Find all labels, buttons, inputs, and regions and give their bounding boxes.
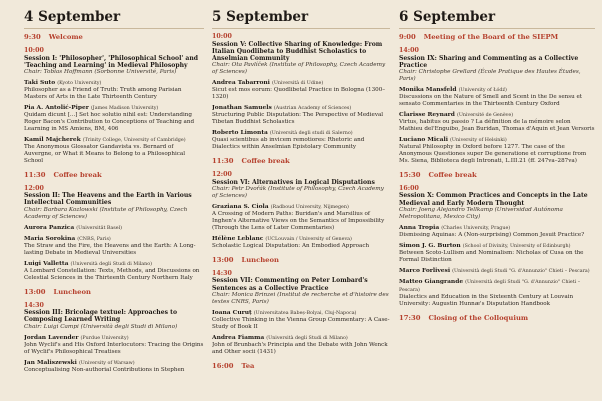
speaker-affiliation: (UCLouvain / University of Geneva): [265, 236, 352, 242]
talk-item: [212, 79, 390, 101]
session-title: Session III: Bricolage textuel: Approaches to Composing Learned Writing: [24, 309, 178, 324]
speaker-line: [212, 129, 390, 137]
session-title: Session II: The Heavens and the Earth in Various Intellectual Communities: [24, 192, 192, 207]
speaker-affiliation: (Universität Basel): [76, 225, 122, 231]
speaker-affiliation: (Università degli Studi di Milano): [266, 335, 348, 341]
time-label: 14:00: [399, 47, 419, 54]
speaker-affiliation: (Université de Genève): [456, 113, 514, 118]
speaker-line: [212, 334, 390, 342]
speaker-affiliation: (Università degli Studi "G. d'Annunzio" Chieti – Pescara): [399, 279, 581, 293]
speaker-name: Jordan Lavender: [24, 333, 79, 341]
speaker-line: [399, 242, 595, 250]
talk-title: Philosopher as a Friend of Truth: Truth among Parisian Masters of Arts in the Late Thirteenth Century: [24, 87, 182, 101]
talk-item: [24, 334, 204, 356]
schedule-line: [212, 157, 390, 165]
speaker-name: Pia A. Antolić-Piper: [24, 104, 89, 111]
time-label: 11:30: [24, 170, 46, 179]
talk-item: [399, 136, 595, 165]
speaker-name: Jan Maliszewski: [24, 358, 77, 366]
schedule-line: [24, 33, 204, 41]
talk-item: [212, 334, 390, 356]
talk-title: Dismissing Aquinas: A (Non-surprising) Common Jesuit Practice?: [399, 231, 585, 238]
talk-item: [24, 260, 204, 282]
talk-item: [399, 278, 595, 308]
talk-item: [399, 111, 595, 133]
time-label: 14:30: [24, 301, 44, 309]
schedule-item: [212, 157, 390, 165]
speaker-line: [24, 224, 204, 232]
speaker-line: [399, 86, 595, 94]
speaker-affiliation: (Università degli studi di Salerno): [269, 131, 353, 137]
time-label: 14:30: [212, 269, 232, 277]
session-chair: Chair: Joeng Alejandro Tellkamp (Universidad Autónoma Metropolitana, Mexico City): [399, 206, 563, 220]
talk-item: [212, 104, 390, 126]
speaker-affiliation: (Purdue University): [80, 335, 129, 341]
schedule-item: [399, 314, 595, 322]
speaker-line: [24, 235, 204, 243]
schedule-item: [399, 33, 595, 41]
session-chair: Chair: Petr Dvořák (Institute of Philosophy, Czech Academy of Sciences): [212, 185, 384, 199]
session-block: [212, 33, 390, 151]
talk-title: A Lombard Constellation: Texts, Methods, and Discussions on Celestial Sciences in the Thirteenth Century Northern Italy: [24, 267, 200, 281]
schedule-line: [399, 33, 595, 41]
talk-title: John Wyclif's and His Oxford Interlocutors: Tracing the Origins of Wyclif's Philosophical Treatises: [24, 341, 204, 355]
time-label: 16:00: [399, 184, 419, 192]
talk-item: [212, 129, 390, 151]
speaker-line: [212, 309, 390, 317]
speaker-name: Clarisse Reynard: [399, 111, 455, 118]
time-label: 15:30: [399, 170, 421, 179]
schedule-item: [212, 256, 390, 264]
speaker-name: Simon J. G. Burton: [399, 241, 461, 249]
speaker-line: [24, 359, 204, 367]
speaker-line: [24, 104, 204, 112]
session-chair: Chair: Tobias Hoffmann (Sorbonne Université, Paris): [24, 69, 177, 76]
talk-item: [24, 104, 204, 133]
speaker-name: Andrea Fiamma: [212, 333, 265, 341]
session-title: Session VII: Commenting on Peter Lombard's Sentences as a Collective Practice: [212, 277, 368, 292]
session-block: [24, 302, 204, 374]
speaker-affiliation: (Università di Udine): [271, 81, 324, 87]
speaker-line: [24, 334, 204, 342]
speaker-name: Jonathan Samuels: [212, 104, 272, 112]
speaker-affiliation: (School of Divinity, University of Edinburgh): [462, 243, 571, 249]
schedule-item: [24, 288, 204, 296]
talk-title: Quidam dicunt [...] Set hoc solutio nihil est: Understanding Roger Bacon's Contribution to Conceptions of Teaching and Learning in MS Amiens, BM, 406: [24, 112, 195, 132]
talk-item: [212, 235, 390, 250]
column-day-3: [399, 0, 595, 401]
talk-title: The Anonymous Glossator Gandavista vs. Bernard of Auvergne, or What it Means to Belong to a Philosophical School: [24, 143, 186, 164]
session-title: Session IX: Sharing and Commenting as a Collective Practice: [399, 54, 579, 69]
speaker-name: Matteo Giangrande: [399, 277, 464, 285]
talk-item: [399, 242, 595, 264]
speaker-name: Roberto Limonta: [212, 129, 268, 137]
session-title: Session V: Collective Sharing of Knowledge: From Italian Quodlibeta to Buddhist Scholastics to Anselmian Community: [212, 40, 383, 63]
speaker-line: [24, 260, 204, 268]
talk-item: [212, 309, 390, 331]
talk-item: [24, 235, 204, 257]
talk-title: Collective Thinking in the Vienna Group Commentary: A Case-Study of Book II: [212, 316, 390, 330]
speaker-name: Graziana S. Ciola: [212, 202, 269, 210]
talk-title: The Straw and the Fire, the Heavens and the Earth: A Long-lasting Debate in Medieval Universities: [24, 242, 196, 256]
speaker-name: Hélène Leblanc: [212, 234, 264, 242]
talk-item: [399, 86, 595, 108]
speaker-line: [399, 111, 595, 119]
talk-title: Natural Philosophy in Oxford before 1277. The case of the Anonymous Questiones super De generatione et corruptione from Ms. Siena, Biblioteca degli Intronati, L.III.21 (ff. 247va–287va): [399, 144, 587, 164]
speaker-name: Andrea Tabarroni: [212, 79, 270, 87]
speaker-line: [212, 104, 390, 112]
event-label: Welcome: [48, 33, 83, 41]
column-day-2: [212, 0, 390, 401]
time-label: 9:00: [399, 33, 416, 41]
speaker-line: [212, 235, 390, 243]
speaker-affiliation: (James Madison University): [90, 106, 159, 111]
talk-item: [212, 203, 390, 232]
time-label: 10:00: [212, 33, 232, 40]
speaker-line: [24, 136, 204, 144]
speaker-affiliation: (University of Helsinki): [450, 137, 507, 143]
speaker-affiliation: (University of Warsaw): [78, 360, 135, 366]
session-block: [212, 171, 390, 250]
talk-item: [399, 267, 595, 275]
session-block: [399, 47, 595, 165]
event-label: Coffee break: [241, 157, 290, 166]
event-label: Meeting of the Board of the SIEPM: [423, 33, 559, 41]
talk-item: [24, 359, 204, 374]
speaker-line: [399, 267, 595, 275]
speaker-affiliation: (Università degli Studi di Milano): [70, 261, 152, 267]
speaker-name: Taki Suto: [24, 79, 56, 87]
talk-title: Conceptualising Non-authorial Contributions in Stephen: [24, 366, 185, 373]
talk-item: [24, 136, 204, 165]
time-label: 13:00: [212, 255, 234, 264]
time-label: 12:00: [212, 171, 232, 179]
time-label: 9:30: [24, 33, 41, 41]
session-chair: Chair: Ota Pavlíček (Institute of Philosophy, Czech Academy of Sciences): [212, 62, 386, 76]
talk-item: [24, 79, 204, 101]
speaker-name: Kamil Majcherek: [24, 135, 81, 143]
speaker-affiliation: (Trinity College, University of Cambridge): [82, 137, 186, 143]
talk-title: Dialectics and Education in the Sixteenth Century at Louvain University: Augustin Hunnæ's Disputation Handbook: [399, 294, 574, 307]
event-label: Luncheon: [241, 255, 279, 264]
session-chair: Chair: Monica Brinzei (Institut de recherche et d'histoire des textes CNRS, Paris): [212, 291, 389, 305]
talk-title: Sicut est mos eorum: Quodlibetal Practice in Bologna (1300–1320): [212, 87, 386, 101]
schedule-line: [24, 288, 204, 296]
speaker-line: [399, 224, 595, 232]
speaker-affiliation: (Charles University, Prague): [441, 225, 511, 231]
speaker-line: [24, 79, 204, 87]
speaker-name: Aurora Panzica: [24, 223, 75, 231]
speaker-affiliation: (Austrian Academy of Sciences): [273, 106, 352, 112]
talk-title: Quasi scientibus ab invicem remotiores: Rhetoric and Dialectics within Anselmian Epistolary Community: [212, 137, 365, 151]
talk-item: [24, 224, 204, 232]
speaker-line: [399, 136, 595, 144]
speaker-affiliation: (Universitatea Babeș-Bolyai, Cluj-Napoca): [253, 310, 357, 316]
time-label: 12:00: [24, 184, 44, 192]
speaker-affiliation: (Kyoto University): [57, 81, 102, 87]
time-label: 13:00: [24, 287, 46, 296]
speaker-name: Ioana Curuț: [212, 308, 252, 316]
talk-title: John of Brunbach's Principia and the Debate with John Wenck and Other socii (1431): [212, 341, 388, 355]
session-chair: Chair: Barbara Kozlowski (Institute of Philosophy, Czech Academy of Sciences): [24, 206, 188, 220]
schedule-line: [212, 256, 390, 264]
session-block: [24, 185, 204, 282]
speaker-affiliation: (Università degli Studi "G. d'Annunzio" Chieti – Pescara): [452, 268, 590, 274]
speaker-affiliation: (CNRS, Paris): [77, 236, 111, 242]
talk-title: A Crossing of Modern Paths: Buridan's and Marsilius of Inghen's Alternative Views on the Semantics of Impossibility (Through the Lens of Later Commentaries): [212, 211, 385, 231]
talk-title: Discussions on the Nature of Smell and Scent in the De sensu et sensato Commentaries in the Thirteenth Century Oxford: [399, 94, 583, 108]
column-day-1: [24, 0, 204, 401]
event-label: Tea: [241, 361, 255, 370]
session-title: Session I: 'Philosopher', 'Philosophical School' and 'Teaching and Learning' in Medieval Philosophy: [24, 54, 199, 69]
talk-title: Virtus, habitus ou passio ? La définition de la mémoire selon Mathieu del'Enguibo, Jean Buridan, Thomas d'Aquin et Jean Versoris: [399, 119, 595, 132]
schedule-item: [24, 171, 204, 179]
session-block: [212, 270, 390, 356]
event-label: Luncheon: [53, 287, 91, 296]
session-block: [399, 185, 595, 308]
speaker-name: Luciano Micali: [399, 135, 448, 143]
talk-title: Between Scoto-Lullism and Nominalism: Nicholas of Cusa on the Formal Distinction: [399, 249, 584, 263]
speaker-affiliation: (University of Łódź): [458, 88, 507, 94]
session-chair: Chair: Luigi Campi (Università degli Studi di Milano): [24, 323, 178, 330]
session-title: Session VI: Alternatives in Logical Disputations: [212, 178, 375, 186]
speaker-name: Luigi Valletta: [24, 259, 69, 267]
speaker-line: [212, 203, 390, 211]
speaker-line: [399, 278, 595, 294]
time-label: 16:00: [212, 361, 234, 370]
speaker-name: Anna Tropia: [399, 223, 440, 231]
schedule-item: [24, 33, 204, 41]
session-block: [24, 47, 204, 165]
day-heading: 5 September: [212, 9, 390, 29]
session-chair: Chair: Christophe Grellard (École Pratique des Hautes Études, Paris): [399, 69, 581, 83]
speaker-affiliation: (Radboud University, Nijmegen): [270, 204, 349, 210]
event-label: Coffee break: [428, 170, 477, 179]
time-label: 10:00: [24, 47, 44, 54]
schedule-item: [212, 362, 390, 370]
talk-item: [399, 224, 595, 239]
speaker-name: Marco Forlivesi: [399, 266, 451, 274]
time-label: 17:30: [399, 313, 421, 322]
session-title: Session X: Common Practices and Concepts in the Late Medieval and Early Modern Thought: [399, 192, 588, 207]
schedule-item: [399, 171, 595, 179]
talk-title: Scholastic Logical Disputation: An Embodied Approach: [212, 242, 370, 249]
speaker-name: Monika Mansfeld: [399, 86, 457, 94]
speaker-name: Maria Sorokina: [24, 234, 76, 242]
schedule-line: [212, 362, 390, 370]
schedule-line: [399, 171, 595, 179]
schedule-line: [399, 314, 595, 322]
event-label: Coffee break: [53, 170, 102, 179]
day-heading: 6 September: [399, 9, 595, 29]
day-heading: 4 September: [24, 9, 204, 29]
time-label: 11:30: [212, 157, 234, 166]
schedule-line: [24, 171, 204, 179]
talk-title: Structuring Public Disputation: The Perspective of Medieval Tibetan Buddhist Scholastics: [212, 112, 384, 126]
event-label: Closing of the Colloquium: [428, 313, 529, 322]
